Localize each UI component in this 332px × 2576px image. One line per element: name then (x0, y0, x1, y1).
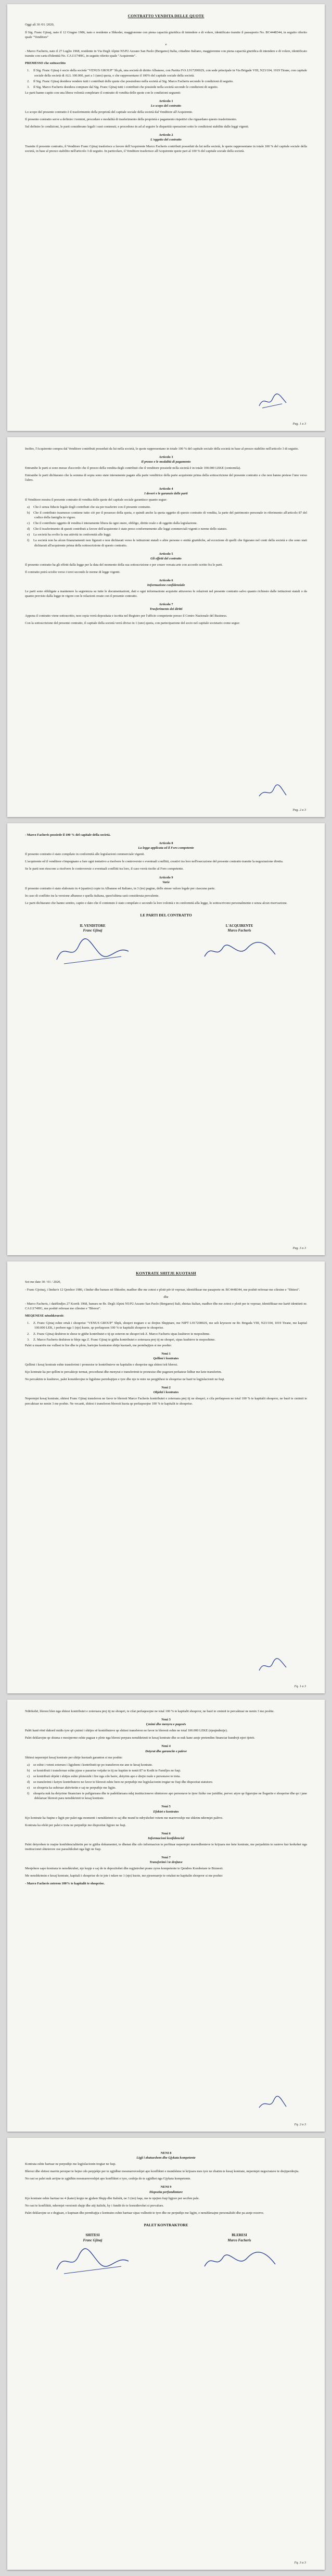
article-title: Neni 7 (161, 1856, 171, 1860)
contract-date: Oggi alì 30 /01 /2020, (25, 22, 55, 27)
article-title: Articolo 2 (159, 133, 173, 137)
page-number: Pag. 2 a 3 (292, 808, 306, 812)
article-subtitle: Objekti i kontrates (153, 1391, 179, 1395)
page-3 (7, 823, 325, 1255)
article-title: NENI 8 (160, 2151, 172, 2155)
page-number: Fq. 2 a 3 (294, 2123, 306, 2127)
article-text: Ne rast se palet nuk arrijne te zgjidhin mosmarreveshjet apo konfliktet e tyre, ceshtja do te zgjidhet nga Gjykata kompetente. (25, 2177, 191, 2181)
article-subtitle: Varie (162, 880, 170, 884)
page-6 (7, 2138, 325, 2570)
party-seller-paragraph: - Franc Gjoinaj, i lindur/e 12 Qershor 1986, i lindur dhe banues në Shkoder, madhor dhe me zotesi e plotë për të vepruar, identifikuar me pasaporte nr. BC4448344, me poshtë referuar me cilesine e "Shitesi". (25, 1287, 300, 1292)
signature-block (25, 2233, 307, 2276)
page-5 (7, 1700, 325, 2132)
seller-signature (41, 2233, 145, 2276)
article-text: Il Venditore mostra il presente contratto di vendita delle quote del capitale sociale garantisce quanto segue: (25, 498, 167, 502)
seller-name: Franc Gjinaj (83, 929, 103, 933)
buyer-role: L'ACQUIRENTE (225, 924, 253, 928)
party-buyer-paragraph: - Marco Facheris, i datëlindjes 27 Korrik 1968, banues ne Rr. Degli Alpini N5/P2 Azzano San Paolo (Bergamo) Itali, shtetas Italian, madhor dhe me zotesi e plotë per te vepruar, identifikuar me kartë identiteti nr. CA11174HG, me poshtë referuar me cilesine e "Bleresi". (25, 1302, 307, 1311)
article-text: Entrambe le parti dichiarano che la somma di sopra sono state interamente pagate alla parte venditrice della parte acquirente prima della sottoscrizione del presente contratto e che non hanno pretese l'uno verso l'altro. (25, 474, 307, 482)
list-item: b) se kontributi i transferuar eshte pjese e pasurise vetjake te tij ne kuptim te nenit 87 te Kodit te Familjes ne fuqi. (27, 1768, 181, 1772)
list-item: c) Che il contributo oggetto di vendita è interamente libera da ogni onere, obbligo, diritto reale o di oggetto dalla legislazione. (27, 521, 198, 526)
list-item: b) Che il contributo trasmesso contiene tutto ciò per il possesso della quota, e quindi anche la quota oggetto di questo contratto di vendita, la parte del patrimonio personale in riferimento all'articolo 87 del codice della famiglia in vigore. (27, 511, 307, 520)
article-text: Kjo kontrate ka per qellim te percaktoje termat, procedurat dhe menyrat e transferimit te pronesise dhe pagesen perkatese lidhur me kete transferim. (25, 1370, 222, 1374)
article-text: Palet detyrohen te ruajne konfidencialitetin per te gjitha dokumentet, te dhenat dhe cdo informacion te perfituar nepermjet marredhenieve te krijuara me kete kontrate, me perjashtim te rasteve kur kerkohet nga institucionet shteterore ose parashikohet nga ligji ne fuqi. (25, 1842, 307, 1852)
buyer-name: Marco Facheris (227, 929, 251, 933)
article-text: Sul definire le condizioni, le parti considerano legali i suoi contenuti, e procedono in ad al seguire le disparitià operazioni sotto le condizioni stabilite dalle leggi vigenti. (25, 125, 249, 129)
article-text: Tramite il presente contratto, il Venditore Franc Gjinaj trasferisce a favore dell'Acquirente Marco Facheris contributi posseduti da lui nella società, le quote rappresentano in totale 100 % del capitale sociale della società, in base al prezzo stabilito nell'articolo 3 di seguito. In particolare, il Venditore trasferisce all'Acquirente quote pari al 100 % del capitale sociale della società. (25, 144, 307, 153)
signature-block (25, 924, 307, 967)
initials-signature-icon (257, 392, 288, 410)
article-text: Kjo kontrate ka fuqine e ligjit per palet nga momenti i nenshkrimit te saj dhe mund te ndryshohet vetem me marreveshje me shkrim ndermjet palëve. (25, 1816, 223, 1820)
seller-role: SHITESI (85, 2234, 100, 2238)
party-buyer-paragraph: - Marco Facheris, nato il 27 Luglio 1968, residente in Via Degli Alpini N5/P2 Azzano San Paolo (Bergamo) Italia, cittadino Italiano, maggiorenne con piena capacità giuridica di intendere e di volere, identificato tramite con carta d'identità No. CA11174HG, in seguito riferito quale "Acquirente". (25, 49, 307, 58)
article-title: Articolo 4 (159, 487, 173, 491)
premesso-heading: PREMESSO che sottoscritto (25, 61, 66, 66)
seller-name: Franc Gjinaj (83, 2239, 103, 2243)
article-text: Il presente contratto è stato compilato in conformità alle legislazioni commerciale vigenti. (25, 852, 145, 857)
list-item: f) shoqeria nuk ka detyrime financiare te pafiguruara dhe te padeklaruara ndaj institucioneve shteterore apo personave te tjere fizike ose juridike, pervec atyre qe figurojne ne llogarite e shoqerise dhe qe i jane deklaruar bleresit para nenshkrimit te kesaj kontrate. (27, 1792, 307, 1801)
article-subtitle: Qellimi i kontrates (153, 1356, 179, 1360)
buyer-name: Marco Facheris (227, 2239, 251, 2243)
page-4 (7, 1261, 325, 1693)
list-item: e) se shoqeria ka ushtruar aktivitetin e saj ne perputhje me ligjin. (27, 1786, 116, 1790)
article-subtitle: L'oggetto del contratto (150, 138, 182, 142)
conjunction: dhe (163, 1295, 169, 1299)
article-subtitle: Dispozita perfundimtare (149, 2190, 183, 2194)
premesso-item: 3. Il Sig. Marco Facheris desidera comprare dal Sig. Franc Gjinaj tutti i contributi che possiede nella società secondo le condizioni di seguito. (27, 85, 219, 89)
meqenese-item: 2. Z. Franc Gjinaj deshiron te shese te gjithe kontributet e tij qe zoteron ne shoqeri tek Z. Marco Facheris sipas kushteve te meposhtme. (27, 1332, 210, 1336)
article-title: Articolo 1 (159, 99, 173, 103)
article-text: Menjehere sapo kontrata te nenshkruhet, nje kopje e saj do te depozitohet dhe regjistrohet prane zyres kompetente te Qendres Kombetare te Biznesit. (25, 1867, 223, 1871)
buyer-signature (187, 2233, 291, 2276)
agreement-paragraph: Le parti hanno capito con una libera volontà completare il contratto di vendita delle quote con le condizioni seguenti: (25, 91, 181, 95)
article-text: Le parti dichiarano che hanno sentito, capito e dato che il contenuto è stato compilato e secondo la loro volontà e in conformità alla legge, lo sottoscrivono personalmente e senza alcun riservazione. (25, 901, 288, 905)
premesso-item: 2. Il Sig. Franc Gjinaj desidera vendere tutti i contributi delle quote che possiedono nella società al Sig. Marco Facheris secondo le condizioni di seguito. (27, 79, 234, 83)
article-text: Lo scopo del presente contratto è il trasferimento della proprietà del capitale sociale della società dal Venditore all'Acquirente. (25, 110, 193, 114)
article-title: Articolo 3 (159, 455, 173, 460)
article-text: Kontrata eshte hartuar ne perputhje me legjislacionin tregtar ne fuqi. (25, 2162, 116, 2166)
article-subtitle: Detyrat dhe garancite e paleve (145, 1749, 187, 1753)
page-number: Fq. 3 a 3 (294, 2561, 306, 2565)
page-1 (7, 4, 325, 431)
article-title: Neni 6 (161, 1831, 171, 1835)
article-text: Il contratto potrà sciolto verso i terzi secondo le norme di legge vigenti. (25, 570, 120, 574)
article-text: Il presente contratto serve a definire i termini, procedure e modalità di trasferimento della proprietà e pagamento rispettivi che riguardano questo trasferimento. (25, 118, 237, 122)
meqenese-item: 1. Z. Franc Gjinaj eshte ortak i shoqerise "VENUS GROUP" Shpk, shoqeri tregtare e se drejtes Shqiptare, me NIPT L91720002S, me seli kryesore ne Rr. Brigada VIII, N23/104, 1019 Tirane, me kapital 100.000 LEK, i perbere nga 1 (nje) kuote, qe perfaqeson 100 % te kapitalit shoqeror te shoqerise. (27, 1321, 307, 1330)
article-text: Qellimi i kesaj kontrate eshte transferimi i pronesise te kontributeve ne kapitalin e shoqerise nga shitesi tek bleresi. (25, 1363, 178, 1367)
article-text: Con la sottoscrizione del presente contratto, il capitale della società verrà diviso in 1 (uno) quota, con partecipazione del socio nel capitale societario come segue: (25, 621, 240, 625)
article-title: Articolo 8 (159, 841, 173, 846)
initials-signature-icon (257, 2095, 288, 2113)
page-2 (7, 437, 325, 817)
article-subtitle: Ligji i zbatueshem dhe Gjykata kompetente (136, 2156, 196, 2160)
article-text: Le parti sono obbligate a mantenere la segretezza su tutte le documentazioni, dati e ogni informazione acquisite attraverso le relazioni nel presente contratto salvo quanto richiesto dalle istituzioni statali o da quanto previsto dalla legge in vigore con le relazioni create con il presente contratto. (25, 590, 307, 598)
article-subtitle: Lo scopo del contratto (150, 104, 182, 108)
list-item: d) Che il trasferimento di questi contributi a favore dell'acquirente è stato preso conformemente alle leggi commerciali vigenti e norme dello statuto. (27, 527, 227, 531)
list-item: c) se kontributi objekt i shitjes eshte plotesisht i lire nga cdo barre, detyrim apo e drejte reale e personave te treta. (27, 1774, 181, 1778)
article-text: In caso di conflitto tra la versione albanese e quella italiana, quest'ultima sarà considerata prevalente. (25, 894, 160, 898)
list-item: d) se transferimi i ketyre kontributeve ne favor te bleresit eshte bere ne perputhje me legjislacionin tregtar ne fuqi dhe dispozitat statutore. (27, 1780, 213, 1784)
list-item: e) La società ha svolto la sua attività in conformità alle leggi. (27, 533, 111, 537)
seller-role: IL VENDITORE (80, 924, 106, 928)
article-text: Kjo kontrate eshte hartuar ne 4 (kater) kopje ne gjuhen Shqip dhe Italisht, ne 3 (tre) faqe, me te njejten fuqi ligjore per secilen pale. (25, 2196, 200, 2200)
handwritten-signature-icon (200, 2246, 278, 2277)
article-text: Se le parti non riescono a risolvere le controversie o eventuali conflitti tra loro, il caso verrà risolto al Foro competente. (25, 867, 184, 871)
article-title: NENI 9 (160, 2185, 172, 2189)
handwritten-signature-icon (54, 936, 132, 967)
article-text: Ne rast te konfliktit, ndermjet versionit shqip dhe atij italisht, ky i fundit do te konsiderohet si prevalues. (25, 2203, 164, 2208)
document-title: KONTRATE SHITJE KUOTASH (136, 1271, 196, 1276)
handwritten-signature-icon (200, 936, 278, 967)
article-text: Me nenshkrimin e kesaj kontrate, kapitali i shoqerise do te jete i ndare ne 1 (nje) kuote, me pjesemarrje te ortakut ne kapitalin shoqeror si me poshte: (25, 1874, 223, 1878)
buyer-role: BLERESI (232, 2234, 247, 2238)
article-title: Neni 4 (161, 1744, 171, 1749)
article-title: Articolo 5 (159, 552, 173, 556)
buyer-signature (187, 924, 291, 967)
document-title: CONTRATTO VENDITA DELLE QUOTE (127, 14, 205, 18)
article-text: Entrambe le parti si sono messe d'accordo che il prezzo della vendita degli contributi che il venditore possiede nella società è in totale 100.000 LEKE (centomila). (25, 466, 241, 470)
article-subtitle: Informazione confidenziale (147, 583, 185, 588)
ownership-statement: - Marco Facheris zoteron 100% te kapitalit te shoqerise. (25, 1881, 105, 1885)
initials-signature-icon (257, 784, 288, 801)
conjunction: e (165, 43, 167, 47)
article-subtitle: Transferimi i te drejtave (149, 1860, 183, 1865)
article-subtitle: Trasferimento dei diritti (149, 607, 183, 611)
initials-signature-icon (257, 1657, 288, 1675)
premesso-item: 1. Il Sig. Franc Gjinaj è socio della società "VENUS GROUP" Sh.pk, una società di diritto Albanese, con Partita IVA L91720002S, con sede principale in Via Brigade VIII, N23/104, 1019 Tirane, con capitale sociale della società di ALL 100.000, pari a 1 (uno) quota, e che rappresentano il 100% del capitale sociale della società. (27, 69, 307, 78)
parties-title: LE PARTI DEL CONTRATTO (140, 913, 192, 918)
article-text: Palet deklarojne qe shuma e mesiperme eshte paguar e plote nga bleresi perpara nenshkrimit te kesaj kontrate dhe se nuk kane asnje pretendim financiar kundrejt njeri tjetrit. (25, 1736, 256, 1740)
article-title: Neni 5 (161, 1805, 171, 1809)
page-number: Fq. 1 a 3 (294, 1685, 306, 1689)
article-text: Appena il contratto viene sottoscritto, non copia verrà depositata e iscritta nel Registro per l'ufficio competente presso il Centro Nazionale del Business. (25, 614, 227, 618)
list-item: a) se eshte i vetmi zoterues i ligjshem i kontributit qe po transferon me ane te kesaj kontrate. (27, 1763, 153, 1767)
article-title: Neni 3 (161, 1718, 171, 1722)
article-subtitle: Efektet e kontrates (153, 1809, 179, 1814)
page-number: Pag. 1 a 3 (292, 422, 306, 426)
article-text: Shitesi nepermjet kesaj kontrate per shitje kuotash garanton si me poshte: (25, 1755, 123, 1759)
article-title: Articolo 9 (159, 875, 173, 879)
article-subtitle: Gli effetti del contratto (150, 556, 182, 560)
article-text: Palët kanë rënë dakord midis tyre që çmimi i shitjes së kontributeve qe shitesi transferon ne favor te bleresit eshte ne total 100.000 LEKE (njeqindmije). (25, 1729, 228, 1733)
continuation-paragraph: Ndërkohë, bleresi blen nga shitesi kontributet e zoteruara prej tij ne shoqeri, te cilat perfaqesojne ne total 100 % te kapitalit shoqeror, ne bazë te cmimit te percaktuar ne nenin 3 me poshte. (25, 1710, 275, 1713)
meqenese-item: 3. Z. Marco Facheris deshiron te bleje nga Z. Franc Gjinaj te gjitha kontributet e zoteruara prej tij ne shoqeri, sipas kushteve te meposhtme. (27, 1337, 215, 1342)
seller-signature (41, 924, 145, 967)
agreement-paragraph: Palet u muarrën me vullnet te lire dhe te plote, hartojne kontraten shitje kuotash, me permbajtjen si me poshte: (25, 1343, 172, 1347)
article-text: Bleresi dhe shitesi marrin persiper te bejne cdo perpjekje per te zgjidhur mosmarreveshjet apo konfliktet e mundshme te krijuara mes tyre ne zbatim te kesaj kontrate, nepermjet negociatave te drejtperdrejta. (25, 2170, 299, 2174)
party-seller-paragraph: Il Sig. Franc Gjinaj, nato il 12 Giugno 1986, nato e residente a Shkoder, maggiorenne con piena capacità giuridica di intendere e di volere, identificato tramite il passaporto No. BC4448344, in seguito riferito quale "Venditore" (25, 30, 307, 39)
article-text: Ne percaktim te kushteve, palet konsiderojne te ligjshme permbajtjen e tyre dhe nje te mire ne pergjithesi te shoqerise ne bazë te legjislacionit ne fuqi. (25, 1378, 225, 1382)
article-text: Nepermjet kesaj kontrate, shitesi Franc Gjinaj transferon ne favor te bleresit Marco Facheris kontributet e zoteruara prej tij ne shoqeri, e cila perfaqeson ne total 100 % te kapitalit shoqeror, ne bazë te cmimit te percaktuar ne nenin 3 me poshte. Ne vecanti, shitesi i transferon bleresit kuota qe perfaqesojne 100 % te kapitalit te shoqerise. (25, 1397, 307, 1406)
contract-date: Sot me date 30 / 01 / 2020, (25, 1280, 61, 1284)
article-title: Articolo 7 (159, 603, 173, 607)
article-text: Il presente contratto è stato elaborato in 4 (quattro) copie in Albanese ed Italiano, in 3 (tre) pagine, delle stesse valore legale per ciascuna parte. (25, 886, 215, 890)
article-text: L'acquirente ed il venditore s'impegnano a fare ogni tentativo a risolvere le controversie o eventuali conflitti, creativi tra loro nell'esecuzione del presente contratto tramite la negoziazione diretta. (25, 860, 284, 864)
article-title: Neni 1 (161, 1351, 171, 1356)
article-title: Articolo 6 (159, 578, 173, 582)
article-subtitle: Çmimi dhe menyra e pagesës (146, 1723, 186, 1727)
article-text: Il presente contratto ha gli effetti dalla legge per la data del momento della sua sottoscrizione e per creare versata arte con accordo scritto fra le parti. (25, 563, 223, 567)
continuation-paragraph: Inoltre, l'Acquirente compra dal Venditore contributi posseduti da lui nella società, le quote rappresentano in totale 100 % del capitale sociale della società in base al prezzo stabilito nell'articolo 3 di seguito. (25, 447, 299, 451)
handwritten-signature-icon (54, 2246, 132, 2277)
page-number: Pag. 3 a 3 (292, 1246, 306, 1251)
article-subtitle: La legge applicata ed il Foro competente (138, 846, 194, 850)
ownership-statement: - Marco Facheris possiede il 100 % del capitale della società. (25, 833, 111, 837)
article-subtitle: I doveri e le garanzie delle parti (144, 491, 188, 495)
article-text: Palet deklarojne se e degjuan, e kuptuan dhe permbajtja e kontrates eshte hartuar sipas vullnetit te tyre dhe ne perputhje me ligjin, e nenshkruajne personalisht dhe pa asnje rezerve. (25, 2211, 264, 2215)
article-subtitle: Il prezzo e le modalità di pagamento (141, 460, 191, 464)
list-item: f) La società non ha alcun finanziamenti non figurati e non dichiarati verso le istituzioni statali o altre persone o entità giuridiche, ad eccezione di quelli che figurano nel conti della società e che sono stati dichiarati all'acquirente prima della sottoscrizione di questo contratto. (27, 539, 307, 547)
article-subtitle: Informacioni konfidencial (148, 1836, 184, 1840)
list-item: a) Che è senza fiducie legale degli contributi che sia per trasferire con il presente contratto. (27, 505, 151, 509)
article-title: Neni 2 (161, 1386, 171, 1390)
parties-title: PALET KONTRAKTORE (144, 2222, 188, 2227)
article-text: Kontrata ka efekt per palet e treta ne perputhje me dispozitat ligjore ne fuqi. (25, 1823, 126, 1827)
meqenese-heading: MEQENESE nënshkruesit: (25, 1314, 65, 1318)
